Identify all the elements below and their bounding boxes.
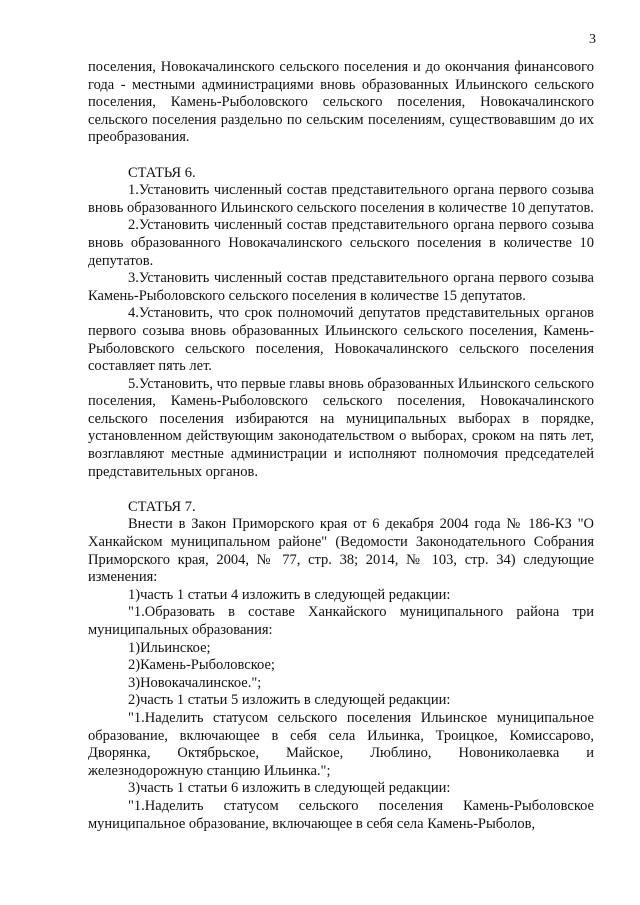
article-7-line: 3)Новокачалинское."; bbox=[128, 674, 262, 691]
article-6-item: 3.Установить численный состав представительного органа первого созыва Камень-Рыболовского сельского поселения в количестве 15 депутатов. bbox=[88, 270, 594, 304]
article-6-item: 5.Установить, что первые главы вновь образованных Ильинского сельского поселения, Камень-Рыболовского сельского поселения, Новокачалинского сельского поселения избираются на муниципальных выборах в порядке, установленном действующим законодательством о выборах, сроком на пять лет, возглавляют местные администрации и исполняют полномочия председателей представительных органов. bbox=[88, 375, 594, 480]
article-7-intro: Внести в Закон Приморского края от 6 декабря 2004 года № 186-КЗ "О Ханкайском муниципальном районе" (Ведомости Законодательного Собрания Приморского края, 2004, № 77, стр. 38; 2014, № 103, стр. 34) следующие изменения: bbox=[88, 516, 594, 586]
article-7-line: 2)часть 1 статьи 5 изложить в следующей редакции: bbox=[128, 692, 451, 709]
article-7-line: 2)Камень-Рыболовское; bbox=[128, 657, 275, 674]
article-7-heading: СТАТЬЯ 7. bbox=[128, 498, 196, 515]
document-body bbox=[88, 59, 594, 833]
intro-paragraph: поселения, Новокачалинского сельского поселения и до окончания финансового года - местными администрациями вновь образованных Ильинского сельского поселения, Камень-Рыболовского сельского поселения, Новокачалинского сельского поселения раздельно по сельским поселениям, существовавшим до их преобразования. bbox=[88, 59, 594, 146]
article-6-heading: СТАТЬЯ 6. bbox=[128, 164, 196, 181]
article-7-line: 3)часть 1 статьи 6 изложить в следующей редакции: bbox=[128, 780, 451, 797]
article-7-line: "1.Наделить статусом сельского поселения Камень-Рыболовское муниципальное образование, включающее в себя села Камень-Рыболов, bbox=[88, 797, 594, 832]
article-6-item: 1.Установить численный состав представительного органа первого созыва вновь образованного Ильинского сельского поселения в количестве 10 депутатов. bbox=[88, 182, 594, 216]
page-number: 3 bbox=[589, 32, 596, 47]
article-7-line: "1.Наделить статусом сельского поселения Ильинское муниципальное образование, включающее в себя села Ильинка, Троицкое, Комиссарово, Дворянка, Октябрьское, Майское, Люблино, Новониколаевка и железнодорожную станцию Ильинка."; bbox=[88, 709, 594, 779]
article-6-item: 2.Установить численный состав представительного органа первого созыва вновь образованного Новокачалинского сельского поселения в количестве 10 депутатов. bbox=[88, 217, 594, 269]
article-6-item: 4.Установить, что срок полномочий депутатов представительных органов первого созыва вновь образованных Ильинского сельского поселения, Камень-Рыболовского сельского поселения, Новокачалинского сельского поселения составляет пять лет. bbox=[88, 305, 594, 375]
article-7-line: 1)Ильинское; bbox=[128, 639, 211, 656]
article-7-line: 1)часть 1 статьи 4 изложить в следующей редакции: bbox=[128, 586, 451, 603]
article-7-line: "1.Образовать в составе Ханкайского муниципального района три муниципальных образования: bbox=[88, 604, 594, 638]
